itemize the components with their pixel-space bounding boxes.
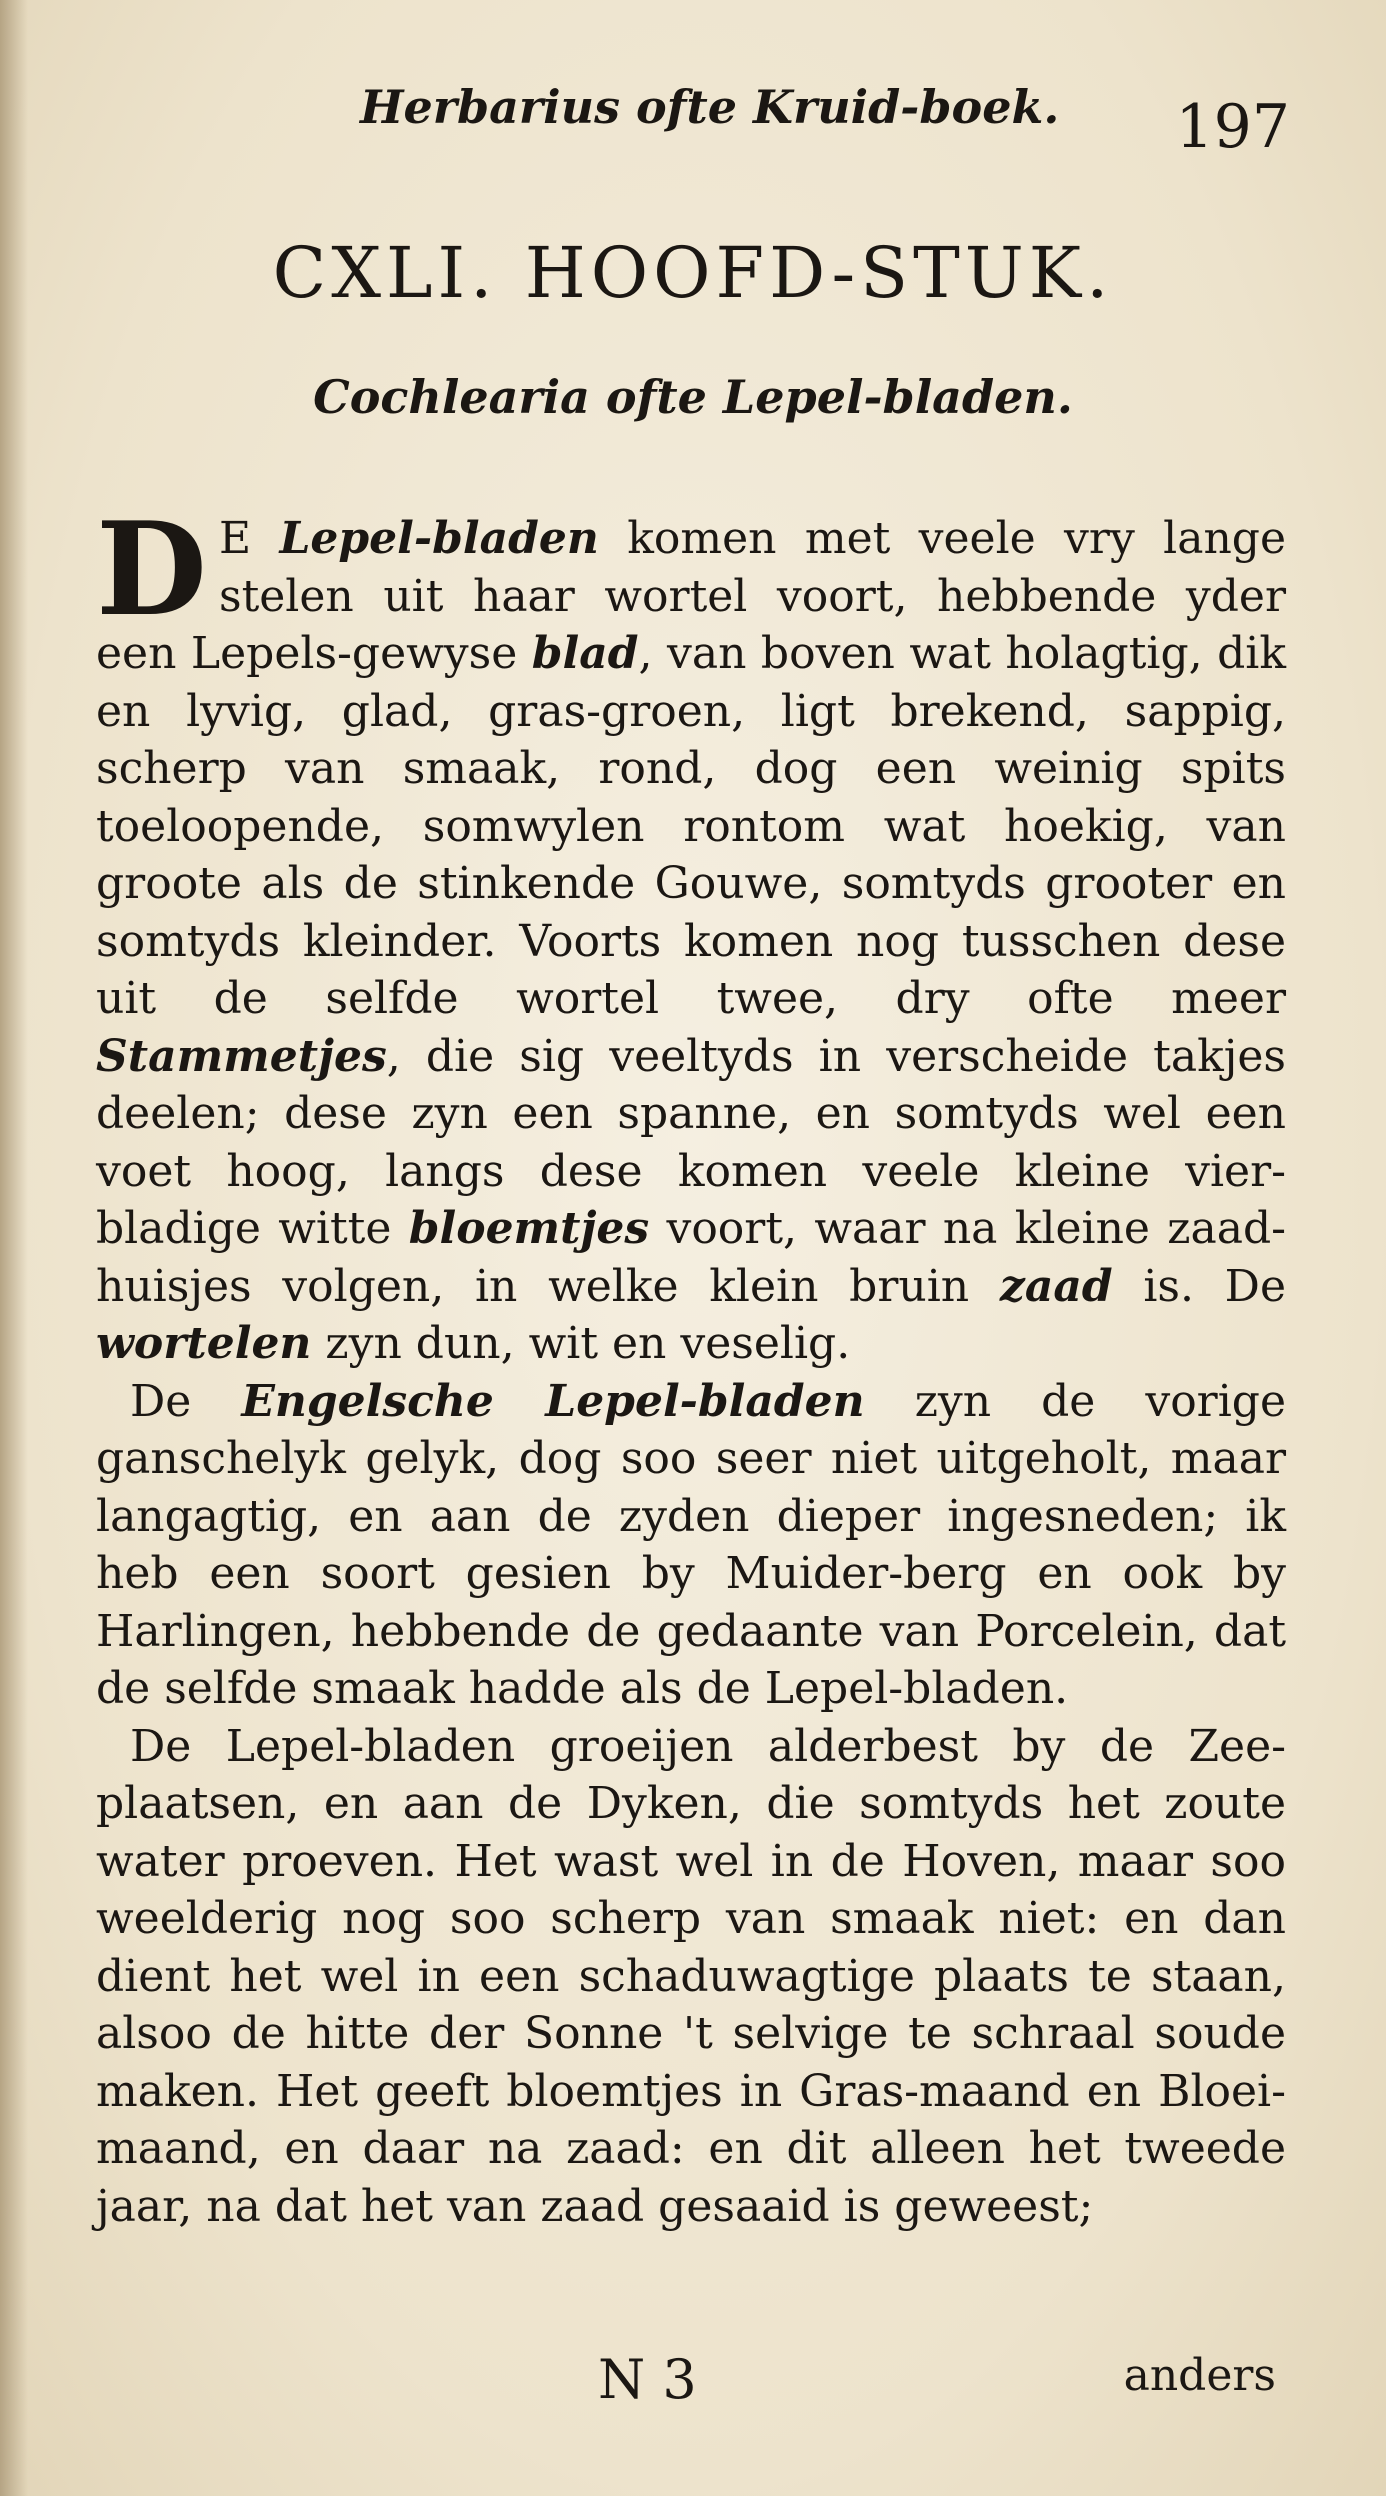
text-run: zyn de vorige ganschelyk gelyk, dog soo seer niet uitgeholt, maar langagtig, en aan de zyden dieper ingesneden; ik heb een soort gesien by Muider-berg en ook by Harlingen, hebbende de gedaante van Porcelein, dat de selfde smaak hadde als de Lepel-bladen.	[96, 1375, 1286, 1714]
text-run: voort, waar na kleine zaad-huisjes volgen, in welke klein bruin	[96, 1203, 1286, 1312]
text-run: , van boven wat holagtig, dik en lyvig, glad, gras-groen, ligt brekend, sappig, scherp van smaak, rond, dog een weinig spits toeloopende, somwylen rontom wat hoekig, van groote als de stinkende Gouwe, somtyds grooter en somtyds kleinder. Voorts komen nog tusschen dese uit de selfde wortel twee, dry ofte meer	[96, 628, 1287, 1024]
page-number: 197	[1175, 92, 1290, 162]
emphasis-term: bloemtjes	[408, 1203, 650, 1254]
signature-mark: N 3	[598, 2348, 697, 2411]
emphasis-term: wortelen	[96, 1318, 312, 1369]
emphasis-term: Lepel-bladen	[279, 513, 599, 564]
emphasis-term: blad	[531, 628, 639, 679]
text-run: E	[219, 513, 280, 564]
running-title: Herbarius ofte Kruid-boek.	[360, 80, 1060, 134]
drop-cap: D	[96, 495, 207, 645]
text-run: is. De	[1112, 1260, 1286, 1312]
emphasis-term: Stammetjes	[96, 1030, 387, 1082]
chapter-title: CXLI. HOOFD-STUK.	[272, 232, 1114, 314]
text-run: komen met veele vry lange stelen uit haar wortel voort, hebbende yder een Lepels-gewyse	[96, 513, 1286, 679]
chapter-subtitle: Cochlearia ofte Lepel-bladen.	[313, 370, 1073, 424]
body-text	[96, 495, 1287, 2235]
emphasis-term: Engelsche Lepel-bladen	[241, 1375, 865, 1427]
text-run: De	[130, 1375, 242, 1427]
paragraph-3	[96, 1718, 1286, 2236]
text-run: zyn dun, wit en veselig.	[311, 1318, 851, 1369]
text-run: , die sig veeltyds in verscheide takjes deelen; dese zyn een spanne, en somtyds wel een voet hoog, langs dese komen veele kleine vier-bladige witte	[96, 1030, 1286, 1254]
paragraph-2	[96, 1373, 1286, 1718]
catchword: anders	[1123, 2350, 1276, 2401]
paragraph-1	[96, 495, 1287, 1373]
text-run: De Lepel-bladen groeijen alderbest by de Zee-plaatsen, en aan de Dyken, die somtyds het zoute water proeven. Het wast wel in de Hoven, maar soo weelderig nog soo scherp van smaak niet: en dan dient het wel in een schaduwagtige plaats te staan, alsoo de hitte der Sonne 't selvige te schraal soude maken. Het geeft bloemtjes in Gras-maand en Bloei-maand, en daar na zaad: en dit alleen het tweede jaar, na dat het van zaad gesaaid is geweest;	[96, 1720, 1286, 2232]
emphasis-term: zaad	[999, 1260, 1113, 1312]
